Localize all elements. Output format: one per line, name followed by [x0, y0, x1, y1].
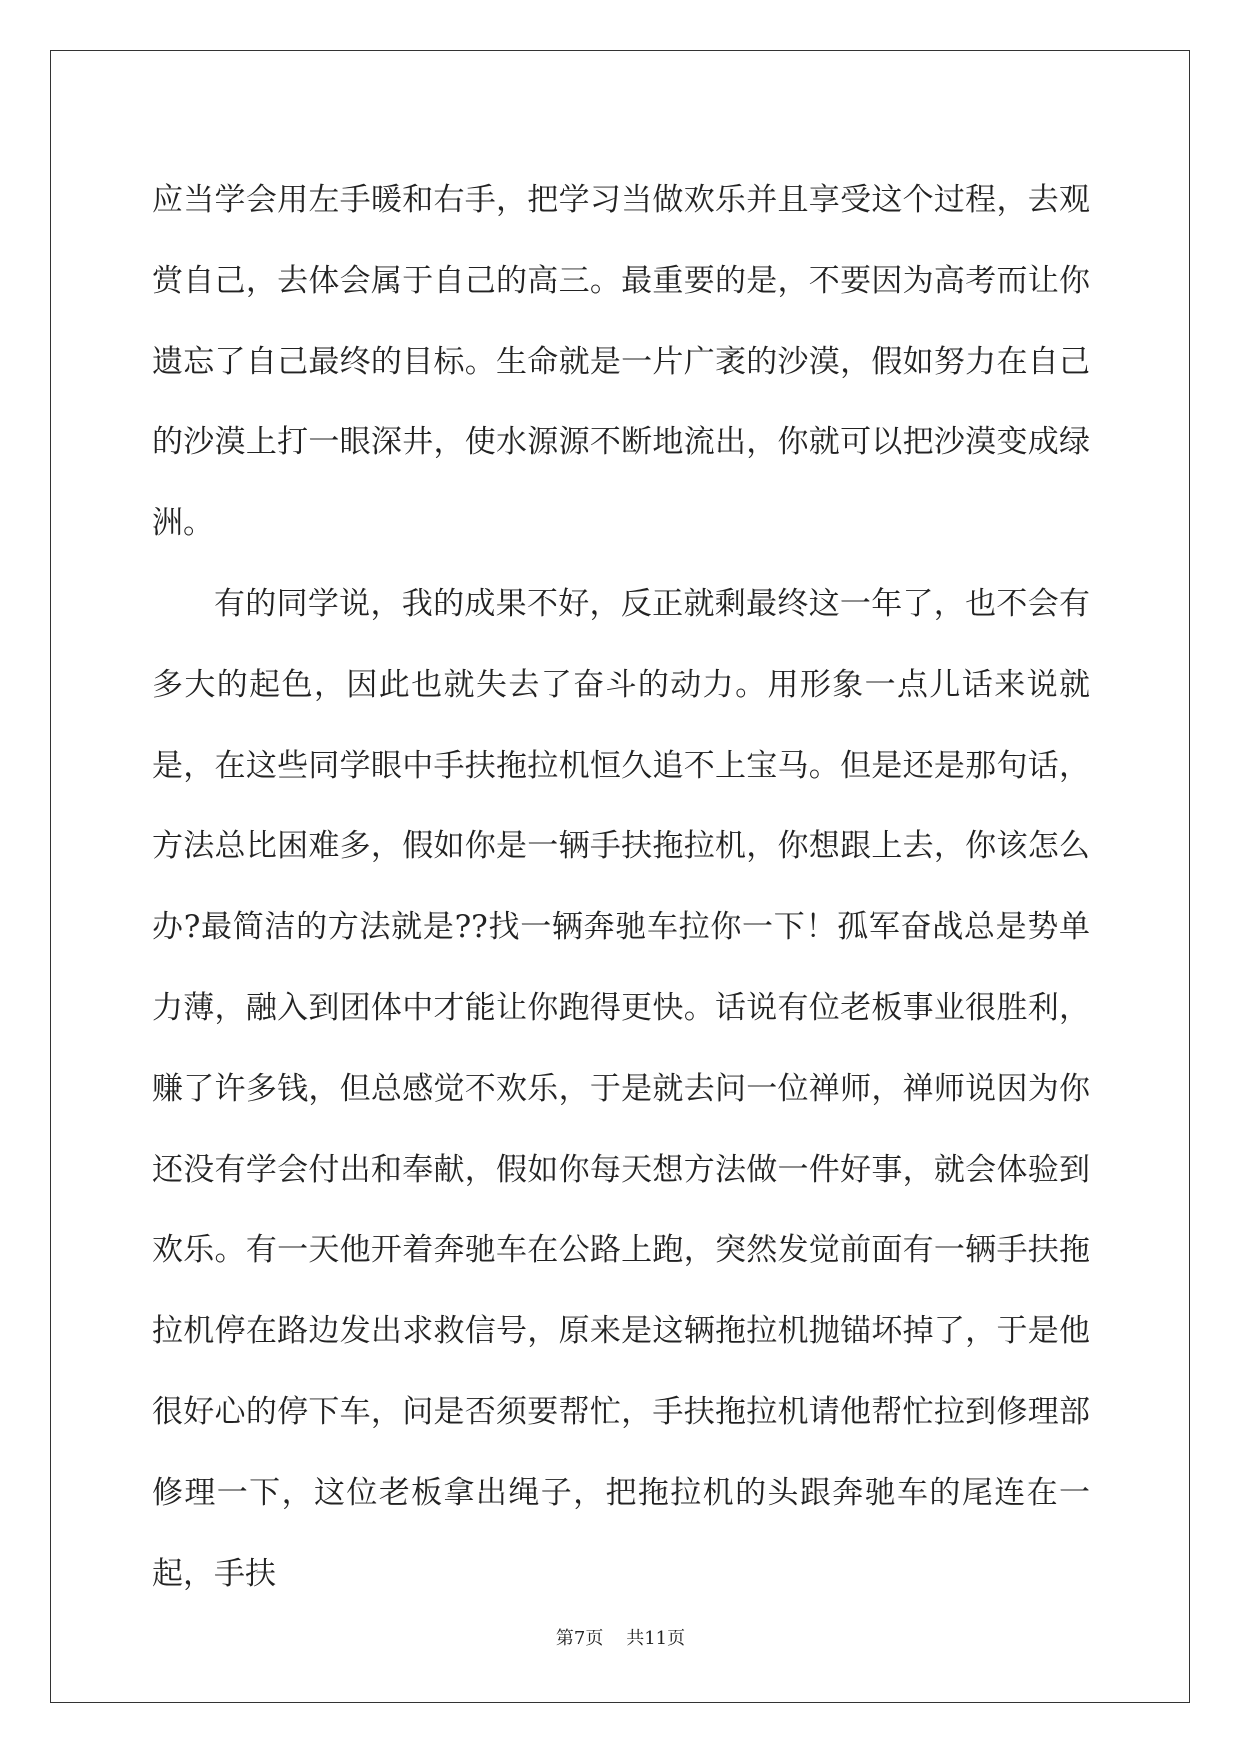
paragraph-2: 有的同学说，我的成果不好，反正就剩最终这一年了，也不会有多大的起色，因此也就失去了奋斗的动力。用形象一点儿话来说就是，在这些同学眼中手扶拖拉机恒久追不上宝马。但是还是那句话，方法总比困难多，假如你是一辆手扶拖拉机，你想跟上去，你该怎么办?最简洁的方法就是??找一辆奔驰车拉你一下！孤军奋战总是势单力薄，融入到团体中才能让你跑得更快。话说有位老板事业很胜利，赚了许多钱，但总感觉不欢乐，于是就去问一位禅师，禅师说因为你还没有学会付出和奉献，假如你每天想方法做一件好事，就会体验到欢乐。有一天他开着奔驰车在公路上跑，突然发觉前面有一辆手扶拖拉机停在路边发出求救信号，原来是这辆拖拉机抛锚坏掉了，于是他很好心的停下车，问是否须要帮忙，手扶拖拉机请他帮忙拉到修理部修理一下，这位老板拿出绳子，把拖拉机的头跟奔驰车的尾连在一起，手扶 — [152, 585, 1090, 1592]
paragraph-1: 应当学会用左手暖和右手，把学习当做欢乐并且享受这个过程，去观赏自己，去体会属于自己的高三。最重要的是，不要因为高考而让你遗忘了自己最终的目标。生命就是一片广袤的沙漠，假如努力在自己的沙漠上打一眼深井，使水源源不断地流出，你就可以把沙漠变成绿洲。 — [152, 182, 1090, 542]
page-number: 第7页 — [555, 1628, 604, 1649]
document-body — [152, 160, 1090, 1614]
page-footer — [0, 1624, 1241, 1650]
page-total: 共11页 — [626, 1628, 686, 1649]
